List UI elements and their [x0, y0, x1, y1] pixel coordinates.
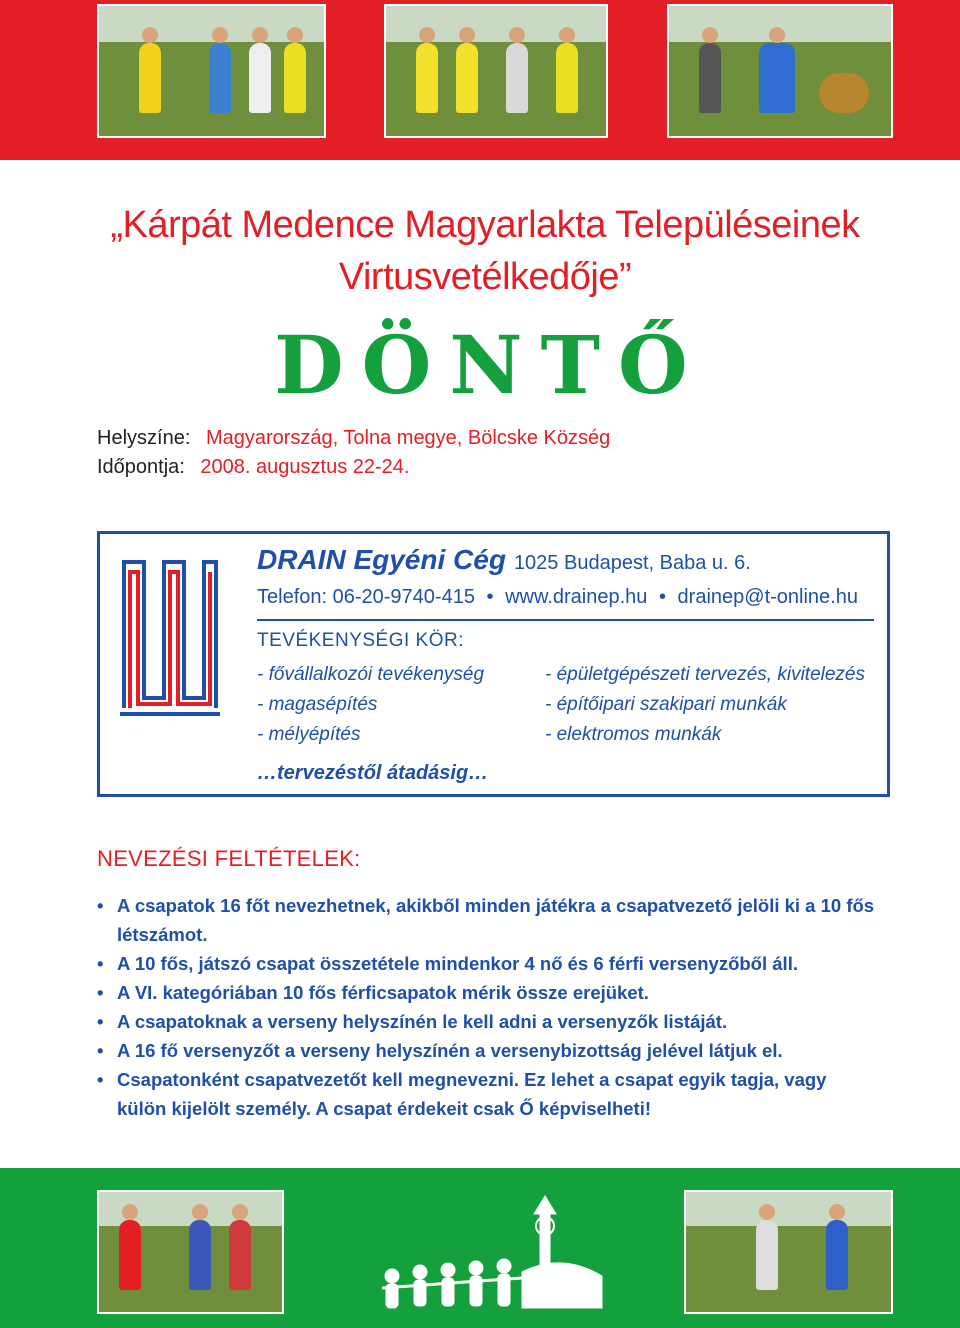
email-link[interactable]: drainep@t-online.hu	[677, 586, 858, 608]
scope-item: - épületgépészeti tervezés, kivitelezés	[545, 664, 865, 685]
company-address: 1025 Budapest, Baba u. 6.	[513, 552, 751, 574]
contact-line	[257, 586, 858, 609]
condition-text: A 10 fős, játszó csapat összetétele mindenkor 4 nő és 6 férfi versenyzőből áll.	[117, 953, 798, 974]
scope-title: TEVÉKENYSÉGI KÖR:	[257, 630, 464, 651]
bullet: •	[97, 1069, 104, 1090]
date-label: Időpontja:	[97, 456, 185, 478]
location-value: Magyarország, Tolna megye, Bölcske Község	[205, 427, 611, 449]
phone: Telefon: 06-20-9740-415	[257, 586, 475, 608]
separator-bullet: •	[486, 586, 494, 608]
photo-competition-5	[684, 1190, 893, 1314]
divider	[257, 619, 874, 621]
list-item	[97, 978, 877, 1007]
drain-logo-icon	[118, 548, 222, 718]
bullet: •	[97, 1011, 104, 1032]
location-row	[97, 427, 610, 450]
photo-competition-1	[97, 4, 326, 138]
photo-competition-4	[97, 1190, 284, 1314]
event-title-line-1: „Kárpát Medence Magyarlakta Településeinek	[110, 204, 860, 246]
bullet: •	[97, 895, 104, 916]
scope-item: - elektromos munkák	[545, 724, 722, 745]
list-item	[97, 1065, 877, 1123]
date-row	[97, 456, 409, 479]
scope-list-right	[545, 660, 865, 750]
location-label: Helyszíne:	[97, 427, 191, 449]
scope-list-left	[257, 660, 484, 750]
website-link[interactable]: www.drainep.hu	[505, 586, 648, 608]
condition-text: A VI. kategóriában 10 fős férficsapatok mérik össze erejüket.	[117, 982, 649, 1003]
conditions-title: NEVEZÉSI FELTÉTELEK:	[97, 846, 361, 871]
condition-text: A csapatok 16 főt nevezhetnek, akikből minden játékra a csapatvezető jelöli ki a 10 fős létszámot.	[117, 895, 875, 945]
slogan: …tervezéstől átadásig…	[257, 762, 489, 784]
conditions-list	[97, 891, 877, 1123]
list-item	[97, 1007, 877, 1036]
separator-bullet: •	[658, 586, 666, 608]
scope-item: - fővállalkozói tevékenység	[257, 664, 485, 685]
condition-text: A csapatoknak a verseny helyszínén le kell adni a versenyzők listáját.	[117, 1011, 728, 1032]
final-heading: DÖNTŐ	[274, 318, 706, 412]
bullet: •	[97, 953, 104, 974]
company-line	[257, 544, 751, 576]
scope-item: - mélyépítés	[257, 724, 361, 745]
scope-item: - magasépítés	[257, 694, 378, 715]
condition-text: A 16 fő versenyzőt a verseny helyszínén a versenybizottság jelével látjuk el.	[117, 1040, 783, 1061]
date-value: 2008. augusztus 22-24.	[200, 456, 410, 478]
village-mascot-icon	[372, 1192, 616, 1318]
bullet: •	[97, 1040, 104, 1061]
condition-text: Csapatonként csapatvezetőt kell megnevezni. Ez lehet a csapat egyik tagja, vagy külön kijelölt személy. A csapat érdekeit csak Ő képviselheti!	[117, 1069, 827, 1119]
photo-competition-3	[667, 4, 893, 138]
event-title-line-2: Virtusvetélkedője”	[338, 256, 632, 298]
company-name: DRAIN Egyéni Cég	[257, 544, 506, 575]
bullet: •	[97, 982, 104, 1003]
list-item	[97, 1036, 877, 1065]
list-item	[97, 949, 877, 978]
scope-item: - építőipari szakipari munkák	[545, 694, 787, 715]
sponsor-box	[97, 531, 890, 797]
list-item	[97, 891, 877, 949]
photo-competition-2	[384, 4, 608, 138]
